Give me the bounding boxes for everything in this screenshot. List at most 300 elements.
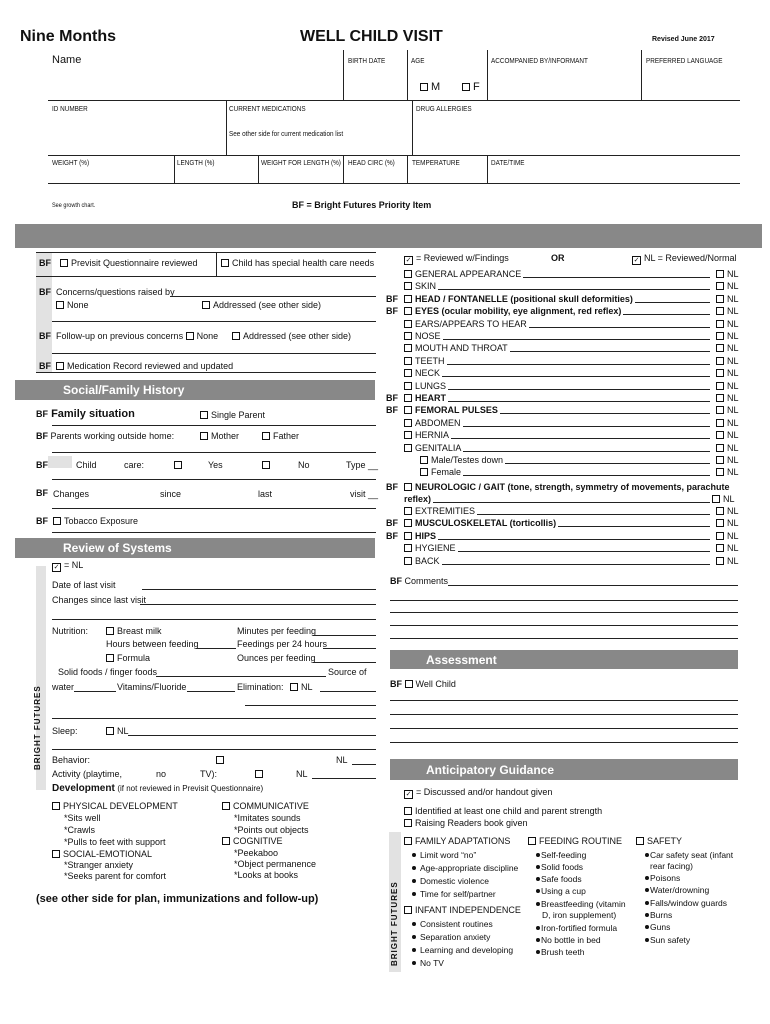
behavior-checkbox[interactable]: [216, 755, 227, 765]
checkbox-icon: [106, 627, 114, 635]
nl-checkbox[interactable]: NL: [716, 294, 739, 304]
phys-item: *Sits well: [64, 813, 101, 823]
bf-tag: BF: [39, 331, 51, 341]
checkbox-icon: [716, 557, 724, 565]
exam-item-checkbox[interactable]: [404, 343, 508, 353]
activity-checkbox[interactable]: [255, 769, 266, 779]
fr-item: Using a cup: [536, 886, 586, 896]
exam-item-checkbox[interactable]: [404, 306, 621, 316]
checkbox-icon: [404, 431, 412, 439]
followup-addressed-checkbox[interactable]: Addressed (see other side): [232, 331, 351, 341]
child-care-yes-checkbox[interactable]: [174, 460, 185, 470]
exam-item-checkbox[interactable]: [404, 543, 456, 553]
phys-item: *Pulls to feet with support: [64, 837, 166, 847]
nl-checkbox[interactable]: NL: [716, 418, 739, 428]
nl-checkbox[interactable]: NL: [716, 531, 739, 541]
exam-item-label: FEMORAL PULSES: [415, 405, 498, 416]
social-history-banner: Social/Family History: [15, 380, 375, 400]
fa-item: Time for self/partner: [412, 889, 496, 899]
exam-item-checkbox[interactable]: [404, 556, 440, 566]
nl-checkbox[interactable]: NL: [716, 281, 739, 291]
nl-checkbox[interactable]: NL: [716, 381, 739, 391]
bullet-icon: [645, 876, 649, 880]
ii-item: Separation anxiety: [412, 932, 490, 942]
nl-checkbox[interactable]: NL: [716, 443, 739, 453]
checkbox-icon: [404, 483, 412, 491]
se-item: *Stranger anxiety: [64, 860, 134, 870]
exam-item-line: [477, 514, 710, 515]
checkbox-icon: [716, 544, 724, 552]
checkbox-icon: [52, 850, 60, 858]
fr-item: D, iron supplement): [542, 910, 617, 920]
formula-checkbox[interactable]: Formula: [106, 653, 150, 663]
bf-column-shade: [36, 252, 52, 372]
birth-date-label: BIRTH DATE: [348, 56, 386, 65]
checkbox-icon: [404, 344, 412, 352]
review-of-systems-banner: Review of Systems: [15, 538, 375, 558]
checkbox-icon[interactable]: [186, 332, 194, 340]
checkbox-icon: [404, 270, 412, 278]
exam-item-line: [529, 327, 710, 328]
nl-checkbox[interactable]: NL: [716, 405, 739, 415]
changes-label: Changes: [53, 489, 90, 499]
followup-label: Follow-up on previous concerns None: [56, 331, 219, 341]
nl-checkbox[interactable]: NL: [716, 343, 739, 353]
nl-checkbox[interactable]: NL: [716, 543, 739, 553]
checkbox-icon: [106, 727, 114, 735]
development-heading: Development (if not reviewed in Previsit Questionnaire): [52, 783, 264, 794]
id-number-label: ID NUMBER: [52, 104, 88, 113]
exam-item-checkbox[interactable]: [404, 430, 449, 440]
checkbox-icon: [404, 394, 412, 402]
hours-between-label: Hours between feeding: [106, 639, 199, 649]
safety-item: Car safety seat (infant: [645, 850, 733, 860]
exam-item-line: [438, 539, 710, 540]
exam-item-checkbox[interactable]: [404, 443, 461, 453]
nl-checkbox[interactable]: NL: [716, 319, 739, 329]
date-time-label: DATE/TIME: [491, 158, 525, 167]
form-title: WELL CHILD VISIT: [300, 28, 443, 45]
checkbox-icon: [420, 83, 428, 91]
guidance-banner: Anticipatory Guidance: [390, 759, 738, 780]
fr-item: Solid foods: [536, 862, 583, 872]
exam-item-checkbox[interactable]: [404, 368, 440, 378]
checkbox-icon: [200, 411, 208, 419]
previsit-checkbox[interactable]: Previsit Questionnaire reviewed: [60, 258, 198, 268]
activity-tv-label: TV):: [200, 769, 217, 779]
exam-item-checkbox[interactable]: [404, 393, 446, 403]
safety-item: Water/drowning: [645, 885, 709, 895]
father-checkbox[interactable]: Father: [262, 431, 299, 441]
behavior-label: Behavior:: [52, 755, 91, 765]
checkbox-icon: [404, 532, 412, 540]
exam-item-checkbox[interactable]: [420, 467, 461, 477]
bullet-icon: [536, 938, 540, 942]
checkbox-icon: [404, 307, 412, 315]
checkbox-icon: [420, 456, 428, 464]
bf-tag: BF: [386, 405, 398, 416]
nl-checkbox[interactable]: NL: [716, 306, 739, 316]
checkbox-icon: [404, 369, 412, 377]
sex-f-checkbox[interactable]: F: [462, 81, 480, 93]
exam-item-checkbox[interactable]: [404, 294, 633, 304]
exam-item-line: [623, 314, 710, 315]
ros-nl-legend: ✓ = NL: [53, 560, 84, 571]
checkbox-icon: [404, 357, 412, 365]
exam-item-line: [451, 438, 710, 439]
checkbox-icon: [716, 307, 724, 315]
weight-label: WEIGHT (%): [52, 158, 90, 167]
checkbox-icon: [462, 83, 470, 91]
water-label: water: [52, 682, 75, 692]
exam-item-line: [463, 451, 710, 452]
checkbox-icon: [404, 557, 412, 565]
checkbox-icon: [716, 357, 724, 365]
bf-tag: BF: [386, 306, 398, 317]
checkbox-icon: [716, 282, 724, 290]
exam-item-label: HIPS: [415, 530, 437, 541]
fr-item: Breastfeeding (vitamin: [536, 899, 626, 909]
bf-tag: BF: [39, 258, 51, 268]
neuro-label-2: reflex): [404, 494, 432, 504]
or-label: OR: [551, 253, 565, 263]
checkbox-icon: [255, 770, 263, 778]
checkbox-icon: [716, 320, 724, 328]
exam-item-checkbox[interactable]: [404, 281, 436, 291]
exam-item-checkbox[interactable]: [404, 506, 475, 516]
social-emotional-checkbox[interactable]: SOCIAL-EMOTIONAL: [52, 849, 152, 859]
bf-tag: BF: [386, 518, 398, 529]
nutrition-label: Nutrition:: [52, 626, 89, 636]
revised-date: Revised June 2017: [652, 36, 715, 43]
exam-item-checkbox[interactable]: [404, 319, 527, 329]
bullet-icon: [412, 892, 416, 896]
growth-chart-note: See growth chart.: [52, 202, 96, 209]
bullet-icon: [412, 935, 416, 939]
checkbox-icon: [716, 444, 724, 452]
nl-checkbox[interactable]: NL: [716, 368, 739, 378]
exam-item-checkbox[interactable]: [404, 381, 446, 391]
exam-item-line: [463, 426, 710, 427]
exam-item-label: HEART: [415, 393, 446, 403]
fa-item: Age-appropriate discipline: [412, 863, 518, 873]
exam-item-label: EYES (ocular mobility, eye alignment, red reflex): [415, 306, 622, 317]
checkbox-icon: [56, 362, 64, 370]
date-last-visit-label: Date of last visit: [52, 580, 116, 590]
safety-checkbox[interactable]: SAFETY: [636, 836, 682, 846]
checkbox-icon: [404, 444, 412, 452]
exam-item-line: [558, 526, 710, 527]
changes-label-3: last: [258, 489, 273, 499]
name-label: Name: [52, 54, 82, 66]
checkbox-icon: [404, 419, 412, 427]
checkbox-icon: [404, 544, 412, 552]
fr-item: No bottle in bed: [536, 935, 601, 945]
bf-tag: BF: [386, 393, 398, 403]
identified-strength-checkbox[interactable]: Identified at least one child and parent strength: [404, 806, 602, 816]
exam-item-label: NECK: [415, 368, 441, 379]
med-record-checkbox[interactable]: Medication Record reviewed and updated: [56, 361, 233, 371]
family-adaptations-checkbox[interactable]: FAMILY ADAPTATIONS: [404, 836, 510, 846]
checkbox-icon: [716, 431, 724, 439]
checkbox-icon: [106, 654, 114, 662]
bullet-icon: [536, 902, 540, 906]
checkbox-icon: [636, 837, 644, 845]
comm-item: *Points out objects: [234, 825, 309, 835]
infant-independence-checkbox[interactable]: INFANT INDEPENDENCE: [404, 905, 521, 915]
nl-checkbox[interactable]: NL: [716, 393, 739, 403]
concerns-label: Concerns/questions raised by: [56, 287, 175, 297]
checkbox-icon: [221, 259, 229, 267]
fa-item: Limit word “no”: [412, 850, 476, 860]
safety-item: rear facing): [650, 861, 693, 871]
checkbox-icon: [200, 432, 208, 440]
exam-item-line: [442, 564, 710, 565]
safety-item: Poisons: [645, 873, 680, 883]
nl-checkbox[interactable]: NL: [716, 269, 739, 279]
sleep-label: Sleep:: [52, 726, 78, 736]
checkbox-icon: [56, 301, 64, 309]
checkbox-icon: [420, 468, 428, 476]
bullet-icon: [645, 913, 649, 917]
checkbox-icon: [404, 320, 412, 328]
bullet-icon: [536, 889, 540, 893]
elimination-nl-checkbox[interactable]: NL: [290, 682, 313, 692]
well-child-checkbox[interactable]: BF Well Child: [390, 679, 456, 689]
checkbox-icon: [712, 495, 720, 503]
communicative-checkbox[interactable]: COMMUNICATIVE: [222, 801, 309, 811]
exam-item-label: LUNGS: [415, 380, 447, 391]
checkbox-icon: [222, 837, 230, 845]
checkbox-icon: [53, 517, 61, 525]
behavior-nl-label: NL: [336, 755, 348, 765]
checkbox-icon: [404, 295, 412, 303]
checked-box-icon: ✓: [405, 257, 412, 264]
nl-checkbox[interactable]: NL: [712, 494, 735, 504]
fr-item: Self-feeding: [536, 850, 586, 860]
preferred-language-label: PREFERRED LANGUAGE: [646, 56, 723, 65]
checkbox-icon: [716, 406, 724, 414]
checkbox-icon: [216, 756, 224, 764]
bullet-icon: [536, 853, 540, 857]
cog-item: *Looks at books: [234, 870, 299, 880]
se-item: *Seeks parent for comfort: [64, 871, 167, 881]
fr-item: Brush teeth: [536, 947, 584, 957]
exam-item-line: [448, 401, 710, 402]
exam-item-label: BACK: [415, 555, 440, 566]
exam-item-line: [443, 339, 710, 340]
cog-item: *Peekaboo: [234, 848, 279, 858]
child-care-label: Child: [76, 460, 97, 470]
phys-item: *Crawls: [64, 825, 96, 835]
concerns-addressed-checkbox[interactable]: Addressed (see other side): [202, 300, 321, 310]
nl-checkbox[interactable]: NL: [716, 356, 739, 366]
exam-item-line: [463, 475, 710, 476]
nl-checkbox[interactable]: NL: [716, 506, 739, 516]
bullet-icon: [412, 879, 416, 883]
exam-item-checkbox[interactable]: [404, 418, 461, 428]
bf-tag: BF: [36, 460, 48, 470]
exam-item-line: [442, 376, 710, 377]
checkbox-icon: [404, 519, 412, 527]
checkbox-icon: [404, 507, 412, 515]
nl-checkbox[interactable]: NL: [716, 518, 739, 528]
checked-box-icon: ✓: [633, 257, 640, 264]
checkbox-icon: [716, 332, 724, 340]
checkbox-icon: [404, 837, 412, 845]
exam-item-label: SKIN: [415, 281, 437, 292]
section-divider-bar: [15, 224, 762, 248]
bf-tag: BF: [36, 516, 48, 526]
checkbox-icon: [290, 683, 298, 691]
checkbox-icon: [716, 369, 724, 377]
parents-working-label: BF Parents working outside home:: [36, 431, 175, 441]
exam-item-label: MUSCULOSKELETAL (torticollis): [415, 518, 557, 529]
exam-item-label: Female: [431, 467, 462, 478]
checkbox-icon: [174, 461, 182, 469]
exam-item-line: [635, 302, 710, 303]
comments-label: BF Comments: [390, 576, 449, 586]
exam-item-checkbox[interactable]: [404, 518, 556, 528]
checkbox-icon: [404, 382, 412, 390]
exam-item-checkbox[interactable]: [404, 356, 445, 366]
checkbox-icon: [404, 282, 412, 290]
bright-futures-vertical-label: BRIGHT FUTURES: [33, 685, 42, 770]
physical-dev-checkbox[interactable]: PHYSICAL DEVELOPMENT: [52, 801, 178, 811]
exam-item-label: Male/Testes down: [431, 455, 504, 465]
checkbox-icon: [222, 802, 230, 810]
changes-since-label: Changes since last visit: [52, 595, 147, 605]
nl-checkbox[interactable]: NL: [716, 430, 739, 440]
checked-box-icon: ✓: [53, 564, 60, 571]
checkbox-icon: [716, 507, 724, 515]
exam-item-line: [523, 277, 710, 278]
type-label: Type __: [346, 460, 379, 470]
nl-checkbox[interactable]: NL: [716, 455, 739, 465]
concerns-none-checkbox[interactable]: None: [56, 300, 89, 310]
family-situation-label: BF Family situation: [36, 408, 135, 420]
bullet-icon: [412, 853, 416, 857]
raising-readers-checkbox[interactable]: Raising Readers book given: [404, 818, 528, 828]
bf-tag: BF: [39, 287, 51, 297]
footer-note: (see other side for plan, immunizations and follow-up): [36, 893, 319, 905]
bullet-icon: [645, 888, 649, 892]
exam-item-line: [505, 463, 710, 464]
nl-legend: ✓ NL = Reviewed/Normal: [633, 253, 737, 264]
tobacco-checkbox[interactable]: Tobacco Exposure: [53, 516, 138, 526]
sex-m-checkbox[interactable]: M: [420, 81, 440, 93]
checkbox-icon: [716, 344, 724, 352]
checkbox-icon: [716, 295, 724, 303]
ounces-per-label: Ounces per feeding: [237, 653, 316, 663]
nl-checkbox[interactable]: NL: [716, 331, 739, 341]
current-meds-label: CURRENT MEDICATIONS: [229, 104, 306, 113]
activity-nl-label: NL: [296, 769, 308, 779]
bf-tag: BF: [386, 482, 398, 492]
exam-item-checkbox[interactable]: [404, 531, 436, 541]
sleep-nl-checkbox[interactable]: NL: [106, 726, 129, 736]
bullet-icon: [536, 865, 540, 869]
drug-allergies-label: DRUG ALLERGIES: [416, 104, 472, 113]
reviewed-legend: ✓ = Reviewed w/Findings: [405, 253, 509, 264]
feeding-routine-checkbox[interactable]: FEEDING ROUTINE: [528, 836, 622, 846]
neuro-checkbox[interactable]: NEUROLOGIC / GAIT (tone, strength, symmetry of movements, parachute: [404, 482, 730, 492]
wfl-label: WEIGHT FOR LENGTH (%): [261, 158, 341, 167]
checkbox-icon: [404, 406, 412, 414]
activity-label: Activity (playtime,: [52, 769, 123, 779]
bright-futures-vertical-label: BRIGHT FUTURES: [390, 881, 399, 966]
exam-item-line: [458, 551, 710, 552]
checkbox-icon: [262, 432, 270, 440]
bf-cell-shade: [48, 456, 72, 468]
exam-item-label: NOSE: [415, 331, 441, 341]
nl-checkbox[interactable]: NL: [716, 467, 739, 477]
comm-item: *Imitates sounds: [234, 813, 301, 823]
minutes-per-label: Minutes per feeding: [237, 626, 317, 636]
fr-item: Safe foods: [536, 874, 582, 884]
checkbox-icon: [405, 680, 413, 688]
checkbox-icon: [202, 301, 210, 309]
safety-item: Burns: [645, 910, 672, 920]
checkbox-icon: [716, 419, 724, 427]
exam-item-line: [448, 389, 710, 390]
bf-tag: BF: [36, 488, 48, 498]
mother-checkbox[interactable]: Mother: [200, 431, 239, 441]
exam-item-checkbox[interactable]: [404, 331, 441, 341]
exam-item-checkbox[interactable]: [404, 269, 521, 279]
special-needs-checkbox[interactable]: Child has special health care needs: [221, 258, 374, 268]
bullet-icon: [412, 948, 416, 952]
fa-item: Domestic violence: [412, 876, 489, 886]
checkbox-icon: [716, 456, 724, 464]
breast-milk-checkbox[interactable]: Breast milk: [106, 626, 162, 636]
exam-item-label: ABDOMEN: [415, 417, 461, 428]
guidance-legend: ✓ = Discussed and/or handout given: [405, 787, 553, 798]
assessment-banner: Assessment: [390, 650, 738, 669]
exam-item-label: TEETH: [415, 355, 445, 366]
elimination-label: Elimination:: [237, 682, 284, 692]
exam-item-label: GENERAL APPEARANCE: [415, 269, 522, 279]
exam-item-label: HYGIENE: [415, 543, 456, 554]
nl-checkbox[interactable]: NL: [716, 556, 739, 566]
cog-item: *Object permanence: [234, 859, 317, 869]
bullet-icon: [645, 938, 649, 942]
bullet-icon: [412, 961, 416, 965]
exam-item-checkbox[interactable]: [420, 455, 503, 465]
exam-item-checkbox[interactable]: [404, 405, 498, 415]
solid-foods-label: Solid foods / finger foods: [58, 667, 158, 677]
exam-item-line: [447, 364, 710, 365]
bullet-icon: [412, 922, 416, 926]
checkbox-icon: [404, 819, 412, 827]
changes-label-4: visit __: [350, 489, 379, 499]
checkbox-icon: [232, 332, 240, 340]
checkbox-icon: [716, 519, 724, 527]
checkbox-icon: [716, 394, 724, 402]
checkbox-icon: [262, 461, 270, 469]
bullet-icon: [645, 901, 649, 905]
ii-item: Consistent routines: [412, 919, 493, 929]
exam-item-label: MOUTH AND THROAT: [415, 343, 508, 354]
single-parent-checkbox[interactable]: Single Parent: [200, 410, 265, 420]
source-of-label: Source of: [328, 667, 367, 677]
exam-item-label: EARS/APPEARS TO HEAR: [415, 318, 527, 329]
exam-item-label: GENITALIA: [415, 442, 462, 453]
head-circ-label: HEAD CIRC (%): [348, 158, 395, 167]
exam-item-line: [438, 289, 710, 290]
cognitive-checkbox[interactable]: COGNITIVE: [222, 836, 283, 846]
child-care-no-checkbox[interactable]: [262, 460, 273, 470]
